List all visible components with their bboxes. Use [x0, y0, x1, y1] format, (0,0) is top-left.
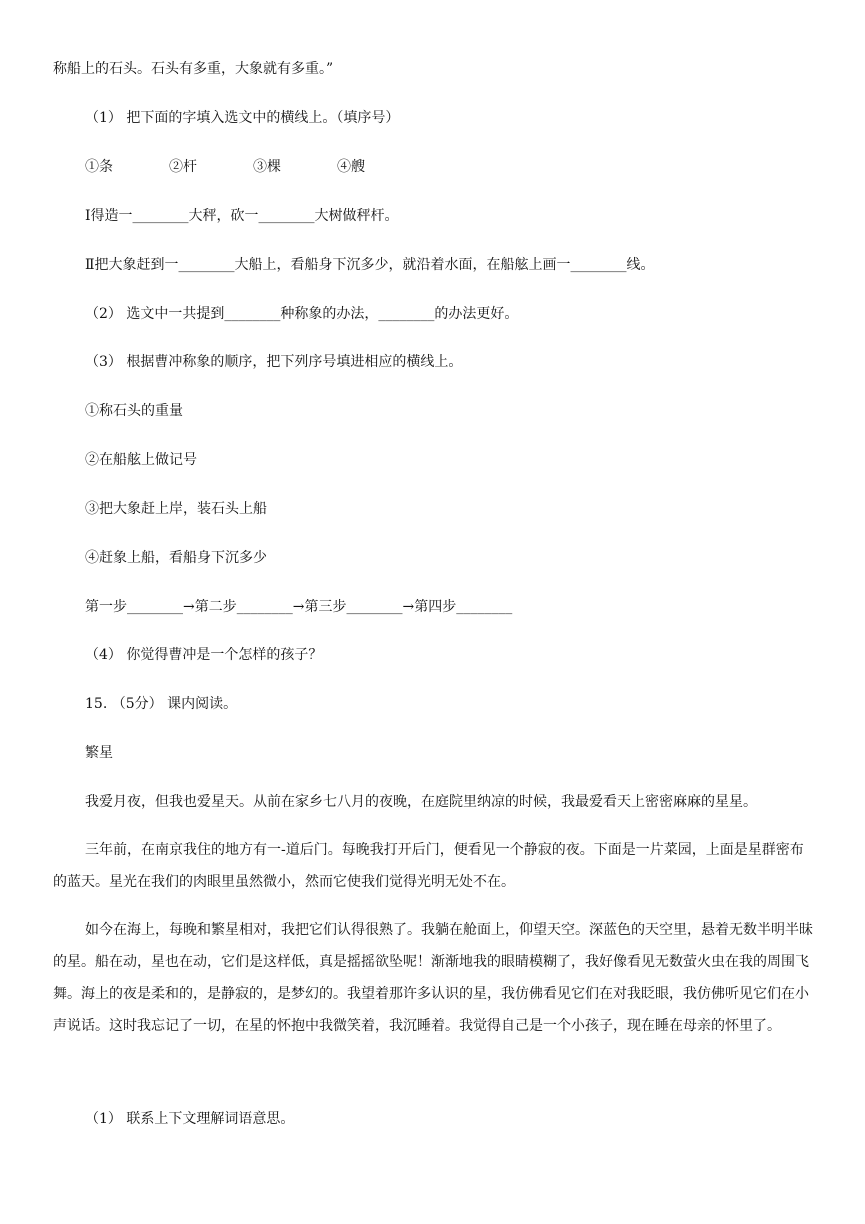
- step-item-3: ③把大象赶上岸，装石头上船: [85, 501, 267, 517]
- question-1: （1） 把下面的字填入选文中的横线上。（填序号）: [85, 110, 400, 126]
- step-item-1: ①称石头的重量: [85, 403, 183, 419]
- option-3: ③棵: [253, 159, 281, 175]
- question-15-heading: 15. （5分） 课内阅读。: [85, 696, 238, 712]
- paragraph-3: 如今在海上，每晚和繁星相对，我把它们认得很熟了。我躺在舱面上，仰望天空。深蓝色的天空里，悬着无数半明半昧的星。船在动，星也在动，它们是这样低，真是摇摇欲坠呢！渐渐地我的眼睛模糊了，我好像看见无数萤火虫在我的周围飞舞。海上的夜是柔和的，是静寂的，是梦幻的。我望着那许多认识的星，我仿佛看见它们在对我眨眼，我仿佛听见它们在小声说话。这时我忘记了一切，在星的怀抱中我微笑着，我沉睡着。我觉得自己是一个小孩子，现在睡在母亲的怀里了。: [53, 922, 813, 1034]
- fill-sentence-1: Ⅰ得造一________大秤，砍一________大树做秤杆。: [85, 208, 399, 224]
- paragraph-1: 我爱月夜，但我也爱星天。从前在家乡七八月的夜晚，在庭院里纳凉的时候，我最爱看天上密密麻麻的星星。: [85, 794, 757, 810]
- fill-sentence-2: Ⅱ把大象赶到一________大船上，看船身下沉多少，就沿着水面，在船舷上画一________线。: [85, 257, 655, 273]
- option-1: ①条: [85, 159, 113, 175]
- step-item-4: ④赶象上船，看船身下沉多少: [85, 550, 267, 566]
- question-3: （3） 根据曹冲称象的顺序，把下列序号填进相应的横线上。: [85, 354, 463, 370]
- question-2: （2） 选文中一共提到________种称象的办法，________的办法更好。: [85, 306, 519, 322]
- paragraph-2: 三年前，在南京我住的地方有一-道后门。每晚我打开后门，便看见一个静寂的夜。下面是一片菜园，上面是星群密布的蓝天。星光在我们的肉眼里虽然微小，然而它使我们觉得光明无处不在。: [53, 842, 804, 890]
- question-4: （4） 你觉得曹冲是一个怎样的孩子？: [85, 647, 323, 663]
- reading-title: 繁星: [85, 745, 113, 761]
- option-2: ②杆: [169, 159, 197, 175]
- step-item-2: ②在船舷上做记号: [85, 452, 197, 468]
- order-line: 第一步________→第二步________→第三步________→第四步________: [85, 599, 513, 615]
- question-vocab: （1） 联系上下文理解词语意思。: [85, 1111, 295, 1127]
- passage-end-line: 称船上的石头。石头有多重，大象就有多重。”: [53, 61, 334, 77]
- option-4: ④艘: [337, 159, 365, 175]
